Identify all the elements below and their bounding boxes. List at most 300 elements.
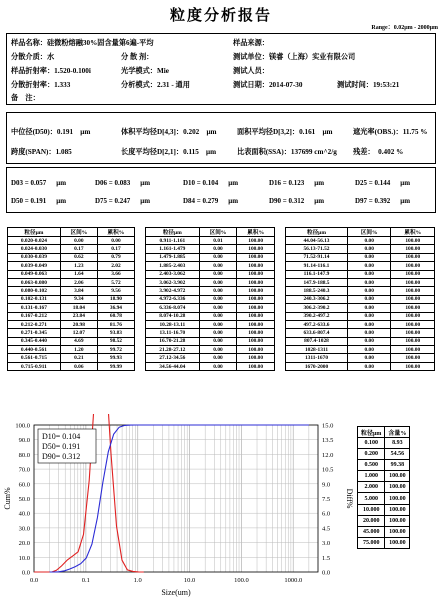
table-cell: 0.01: [199, 237, 237, 245]
table-row: [286, 262, 435, 270]
table-cell: 0.167-0.212: [8, 312, 61, 320]
table-cell: 0.102-0.131: [8, 295, 61, 303]
table-cell: 0.21: [60, 354, 97, 362]
percentile-unit: μm: [314, 179, 325, 187]
table-cell: 100.00: [237, 346, 275, 354]
table-cell: 3.66: [97, 270, 134, 278]
table-cell: 3.902-4.972: [146, 287, 200, 295]
table-row: [146, 346, 275, 354]
y-left-tick-label: 30.0: [18, 525, 30, 533]
table-cell: 100.00: [237, 320, 275, 328]
table-cell: 100.00: [385, 537, 410, 548]
table-cell: 1670-2000: [286, 362, 348, 370]
y-right-axis-label: Diff%: [345, 488, 354, 509]
dispersant: 分散介质：水: [11, 53, 55, 61]
table-row: [8, 329, 135, 337]
percentile-value: [95, 179, 150, 187]
percentile-value: [95, 197, 150, 205]
table-cell: 0.00: [347, 295, 391, 303]
percentile-panel: [6, 167, 436, 213]
percentile-unit: μm: [56, 179, 67, 187]
table-cell: 0.00: [199, 304, 237, 312]
table-cell: 36.94: [97, 304, 134, 312]
table-cell: 23.84: [60, 312, 97, 320]
sample-info-panel: [6, 33, 436, 105]
y-left-tick-label: 40.0: [18, 510, 30, 518]
table-cell: 10.28-13.11: [146, 320, 200, 328]
percentile-value: [355, 197, 410, 205]
table-cell: 0.00: [199, 346, 237, 354]
percentile-value: [269, 197, 324, 205]
table-cell: 1028-1311: [286, 346, 348, 354]
table-cell: 0.00: [199, 270, 237, 278]
table-header: 粒径μm: [358, 427, 385, 438]
table-cell: 0.00: [347, 354, 391, 362]
table-cell: 18.90: [97, 295, 134, 303]
table-cell: 8.074-10.28: [146, 312, 200, 320]
x-axis-label: Size(um): [161, 588, 191, 597]
table-cell: 100.00: [237, 362, 275, 370]
table-cell: 306.2-390.2: [286, 304, 348, 312]
table-cell: 0.62: [60, 253, 97, 261]
table-cell: 100.00: [391, 337, 435, 345]
specific-surface-area: 比表面积(SSA)：137699 cm^2/g: [237, 148, 337, 156]
table-row: [8, 278, 135, 286]
table-cell: 0.080-0.102: [8, 287, 61, 295]
table-cell: 2.02: [97, 262, 134, 270]
table-cell: 0.715-0.911: [8, 362, 61, 370]
table-cell: 0.00: [199, 262, 237, 270]
table-cell: 99.99: [97, 362, 134, 370]
test-date: 测试日期：2014-07-30: [233, 81, 303, 89]
table-cell: 100.00: [237, 337, 275, 345]
percentile-label: D25 = 0.144: [355, 179, 391, 187]
table-header: 粒径μm: [8, 228, 61, 237]
percentile-label: D84 = 0.279: [183, 197, 219, 205]
dispersant-agent: 分 散 剂：: [121, 53, 154, 61]
table-cell: 0.00: [199, 253, 237, 261]
table-row: [358, 515, 410, 526]
table-cell: 0.00: [60, 237, 97, 245]
table-row: [8, 245, 135, 253]
table-cell: 0.911-1.161: [146, 237, 200, 245]
table-cell: 100.00: [391, 304, 435, 312]
table-row: [286, 337, 435, 345]
report-title: 粒度分析报告: [169, 8, 272, 24]
y-right-tick-label: 1.5: [322, 554, 331, 562]
table-cell: 1.479-1.885: [146, 253, 200, 261]
table-cell: 45.000: [358, 526, 385, 537]
table-cell: 0.00: [347, 329, 391, 337]
table-cell: 100.00: [237, 354, 275, 362]
table-cell: 0.00: [199, 312, 237, 320]
table-cell: 1.64: [60, 270, 97, 278]
table-cell: 100.00: [237, 295, 275, 303]
table-cell: 99.72: [97, 346, 134, 354]
x-tick-label: 100.0: [234, 577, 249, 584]
y-right-tick-label: 7.5: [322, 496, 331, 503]
table-row: [8, 262, 135, 270]
table-cell: 2.403-3.062: [146, 270, 200, 278]
table-cell: 100.00: [237, 329, 275, 337]
table-cell: 100.00: [237, 262, 275, 270]
table-cell: 0.00: [347, 245, 391, 253]
table-row: [146, 262, 275, 270]
table-cell: 0.00: [199, 354, 237, 362]
y-right-tick-label: 13.5: [322, 437, 334, 445]
table-header: 粒径μm: [286, 228, 348, 237]
table-cell: 100.00: [385, 504, 410, 515]
table-row: [8, 312, 135, 320]
table-cell: 100.00: [385, 526, 410, 537]
table-cell: 1.885-2.403: [146, 262, 200, 270]
table-cell: 100.00: [237, 237, 275, 245]
table-cell: 0.00: [347, 312, 391, 320]
table-cell: 1.20: [60, 346, 97, 354]
table-cell: 99.38: [385, 460, 410, 471]
y-right-tick-label: 4.5: [322, 525, 331, 533]
table-row: [146, 253, 275, 261]
table-row: [286, 354, 435, 362]
table-cell: 0.00: [199, 337, 237, 345]
percentile-unit: μm: [314, 197, 325, 205]
table-cell: 1311-1670: [286, 354, 348, 362]
y-right-tick-label: 9.0: [322, 481, 331, 489]
test-time: 测试时间：19:53:21: [337, 81, 400, 89]
y-left-tick-label: 20.0: [18, 540, 30, 548]
table-header: 含量%: [385, 427, 410, 438]
test-unit: 测试单位：镁睿（上海）实业有限公司: [233, 53, 356, 61]
percentile-value: [355, 179, 410, 187]
table-cell: 100.00: [391, 362, 435, 370]
x-tick-label: 10.0: [183, 577, 196, 584]
span: 跨度(SPAN)：1.085: [11, 148, 72, 156]
dispersant-refractive-index: 分散折射率：1.333: [11, 81, 71, 89]
table-cell: 100.00: [391, 329, 435, 337]
sample-name: 样品名称：硅微粉熔融30%固含量第6遍-平均: [11, 39, 154, 47]
percentile-value: [11, 179, 66, 187]
table-cell: 100.00: [391, 237, 435, 245]
table-cell: 0.00: [199, 278, 237, 286]
percentile-label: D06 = 0.083: [95, 179, 131, 187]
table-cell: 1.161-1.479: [146, 245, 200, 253]
table-cell: 20.98: [60, 320, 97, 328]
table-cell: 2.000: [358, 482, 385, 493]
table-row: [286, 362, 435, 370]
table-cell: 147.9-188.5: [286, 278, 348, 286]
y-right-tick-label: 15.0: [322, 422, 334, 430]
table-cell: 21.28-27.12: [146, 346, 200, 354]
volume-mean-diameter: 体积平均径D[4,3]：0.202 μm: [121, 128, 217, 136]
table-row: [8, 320, 135, 328]
table-cell: 12.07: [60, 329, 97, 337]
table-row: [8, 354, 135, 362]
table-cell: 390.2-497.2: [286, 312, 348, 320]
sample-source: 样品来源：: [233, 39, 269, 47]
table-row: [146, 354, 275, 362]
table-row: [146, 237, 275, 245]
table-cell: 0.440-0.561: [8, 346, 61, 354]
table-cell: 0.00: [97, 237, 134, 245]
table-row: [8, 295, 135, 303]
table-row: [8, 270, 135, 278]
table-row: [146, 270, 275, 278]
table-cell: 0.17: [97, 245, 134, 253]
table-row: [8, 253, 135, 261]
table-cell: 100.00: [391, 253, 435, 261]
table-row: [146, 287, 275, 295]
table-cell: 100.00: [237, 278, 275, 286]
table-cell: 100.00: [391, 287, 435, 295]
percentile-unit: μm: [56, 197, 67, 205]
percentile-unit: μm: [400, 179, 411, 187]
table-cell: 100.00: [385, 515, 410, 526]
table-row: [358, 537, 410, 548]
table-row: [8, 287, 135, 295]
x-tick-label: 1000.0: [284, 577, 303, 584]
remark: 备 注：: [11, 94, 40, 102]
table-cell: 0.024-0.030: [8, 245, 61, 253]
percentile-label: D50 = 0.191: [11, 197, 47, 205]
table-cell: 0.00: [347, 262, 391, 270]
table-cell: 100.00: [391, 278, 435, 286]
percentile-label: D16 = 0.123: [269, 179, 305, 187]
table-row: [8, 304, 135, 312]
table-cell: 3.84: [60, 287, 97, 295]
table-cell: 13.11-16.70: [146, 329, 200, 337]
table-row: [358, 449, 410, 460]
table-cell: 18.04: [60, 304, 97, 312]
table-cell: 0.00: [347, 337, 391, 345]
table-cell: 0.00: [199, 295, 237, 303]
table-cell: 0.00: [347, 346, 391, 354]
table-row: [146, 245, 275, 253]
table-cell: 5.000: [358, 493, 385, 504]
table-cell: 8.93: [385, 438, 410, 449]
percentile-label: D75 = 0.247: [95, 197, 131, 205]
table-row: [286, 237, 435, 245]
table-cell: 0.200: [358, 449, 385, 460]
y-left-tick-label: 90.0: [18, 437, 30, 445]
percentile-unit: μm: [228, 197, 239, 205]
table-cell: 1.000: [358, 471, 385, 482]
analysis-mode: 分析模式：2.31 - 通用: [121, 81, 190, 89]
table-cell: 0.00: [347, 362, 391, 370]
percentile-value: [11, 197, 66, 205]
statistics-panel: [6, 112, 436, 164]
table-cell: 807.4-1028: [286, 337, 348, 345]
percentile-label: D90 = 0.312: [269, 197, 305, 205]
table-row: [286, 312, 435, 320]
table-cell: 99.93: [97, 354, 134, 362]
table-cell: 34.56-44.04: [146, 362, 200, 370]
table-row: [8, 346, 135, 354]
table-cell: 16.70-21.28: [146, 337, 200, 345]
percentile-unit: μm: [140, 197, 151, 205]
x-tick-label: 0.0: [29, 577, 39, 584]
optical-model: 光学模式：Mie: [121, 67, 169, 75]
y-left-tick-label: 60.0: [18, 481, 30, 489]
table-cell: 0.00: [347, 278, 391, 286]
table-cell: 0.17: [60, 245, 97, 253]
cumulative-content-table: [357, 426, 410, 549]
y-left-tick-label: 0.0: [21, 569, 30, 577]
table-row: [286, 329, 435, 337]
table-cell: 0.00: [347, 304, 391, 312]
table-header: 累积%: [391, 228, 435, 237]
table-cell: 0.00: [199, 329, 237, 337]
table-cell: 3.062-3.902: [146, 278, 200, 286]
table-row: [286, 278, 435, 286]
tester: 测试人员：: [233, 67, 269, 75]
table-cell: 100.00: [391, 320, 435, 328]
y-right-tick-label: 6.0: [322, 510, 331, 518]
annotation-line: D50= 0.191: [42, 442, 81, 451]
percentile-value: [183, 179, 238, 187]
table-cell: 60.78: [97, 312, 134, 320]
distribution-table-right: [285, 227, 435, 371]
table-cell: 0.345-0.440: [8, 337, 61, 345]
table-cell: 0.131-0.167: [8, 304, 61, 312]
table-cell: 0.00: [347, 237, 391, 245]
percentile-label: D10 = 0.104: [183, 179, 219, 187]
percentile-unit: μm: [140, 179, 151, 187]
table-cell: 100.00: [237, 253, 275, 261]
table-cell: 0.212-0.271: [8, 320, 61, 328]
table-row: [286, 304, 435, 312]
table-header: 粒径μm: [146, 228, 200, 237]
table-cell: 9.34: [60, 295, 97, 303]
residual: 残差： 0.402 %: [353, 148, 404, 156]
table-row: [358, 471, 410, 482]
table-row: [286, 346, 435, 354]
table-cell: 0.00: [199, 287, 237, 295]
table-cell: 100.00: [385, 482, 410, 493]
table-cell: 2.06: [60, 278, 97, 286]
table-cell: 27.12-34.56: [146, 354, 200, 362]
table-cell: 4.972-6.336: [146, 295, 200, 303]
table-cell: 240.3-306.2: [286, 295, 348, 303]
table-row: [146, 295, 275, 303]
table-row: [8, 237, 135, 245]
sample-refractive-index: 样品折射率：1.520-0.100i: [11, 67, 91, 75]
table-cell: 0.06: [60, 362, 97, 370]
y-left-tick-label: 10.0: [18, 554, 30, 562]
table-row: [286, 295, 435, 303]
table-row: [146, 329, 275, 337]
x-tick-label: 1.0: [133, 577, 142, 584]
table-cell: 0.030-0.039: [8, 253, 61, 261]
table-cell: 20.000: [358, 515, 385, 526]
table-cell: 0.00: [199, 362, 237, 370]
table-cell: 0.00: [347, 253, 391, 261]
y-left-axis-label: Cum%: [3, 487, 12, 510]
table-cell: 100.00: [391, 312, 435, 320]
percentile-value: [183, 197, 238, 205]
table-row: [358, 526, 410, 537]
measurement-range: Range：0.02μm - 2000μm: [371, 25, 438, 31]
annotation-line: D10= 0.104: [42, 432, 81, 441]
table-cell: 1.23: [60, 262, 97, 270]
table-row: [146, 278, 275, 286]
table-cell: 0.500: [358, 460, 385, 471]
table-cell: 100.00: [391, 346, 435, 354]
table-cell: 0.00: [347, 270, 391, 278]
table-cell: 81.76: [97, 320, 134, 328]
percentile-label: D97 = 0.392: [355, 197, 391, 205]
table-row: [8, 337, 135, 345]
table-cell: 0.100: [358, 438, 385, 449]
table-cell: 0.020-0.024: [8, 237, 61, 245]
table-cell: 100.00: [391, 354, 435, 362]
table-cell: 44.04-56.13: [286, 237, 348, 245]
length-mean-diameter: 长度平均径D[2,1]：0.115 μm: [121, 148, 217, 156]
table-cell: 0.79: [97, 253, 134, 261]
table-cell: 100.00: [391, 262, 435, 270]
table-cell: 54.56: [385, 449, 410, 460]
y-left-tick-label: 80.0: [18, 451, 30, 459]
table-cell: 10.000: [358, 504, 385, 515]
table-cell: 100.00: [237, 304, 275, 312]
y-right-tick-label: 12.0: [322, 451, 334, 459]
area-mean-diameter: 面积平均径D[3,2]：0.161 μm: [237, 128, 333, 136]
table-cell: 100.00: [391, 295, 435, 303]
y-left-tick-label: 100.0: [15, 422, 30, 430]
table-cell: 100.00: [391, 270, 435, 278]
table-row: [146, 362, 275, 370]
percentile-unit: μm: [400, 197, 411, 205]
table-cell: 100.00: [237, 287, 275, 295]
table-cell: 0.00: [199, 245, 237, 253]
table-cell: 5.72: [97, 278, 134, 286]
table-row: [8, 362, 135, 370]
table-cell: 0.063-0.080: [8, 278, 61, 286]
table-row: [358, 438, 410, 449]
table-cell: 0.271-0.345: [8, 329, 61, 337]
table-row: [146, 312, 275, 320]
table-row: [286, 270, 435, 278]
table-cell: 93.83: [97, 329, 134, 337]
table-cell: 100.00: [385, 493, 410, 504]
table-row: [146, 304, 275, 312]
distribution-table-left: [7, 227, 135, 371]
table-cell: 100.00: [237, 245, 275, 253]
y-right-tick-label: 0.0: [322, 569, 331, 577]
table-cell: 116.1-147.9: [286, 270, 348, 278]
table-cell: 6.336-8.074: [146, 304, 200, 312]
table-cell: 0.00: [347, 287, 391, 295]
table-row: [286, 245, 435, 253]
annotation-line: D90= 0.312: [42, 452, 81, 461]
percentile-value: [269, 179, 324, 187]
table-header: 累积%: [237, 228, 275, 237]
table-row: [358, 493, 410, 504]
distribution-table-middle: [145, 227, 275, 371]
table-header: 区间%: [347, 228, 391, 237]
table-row: [358, 504, 410, 515]
table-cell: 75.000: [358, 537, 385, 548]
table-cell: 71.52-91.14: [286, 253, 348, 261]
table-cell: 188.5-240.3: [286, 287, 348, 295]
table-cell: 100.00: [385, 471, 410, 482]
percentile-unit: μm: [228, 179, 239, 187]
table-row: [146, 337, 275, 345]
table-cell: 100.00: [237, 270, 275, 278]
table-cell: 0.00: [199, 320, 237, 328]
obscuration: 遮光率(OBS.)：11.75 %: [353, 128, 428, 136]
table-row: [146, 320, 275, 328]
table-cell: 4.69: [60, 337, 97, 345]
